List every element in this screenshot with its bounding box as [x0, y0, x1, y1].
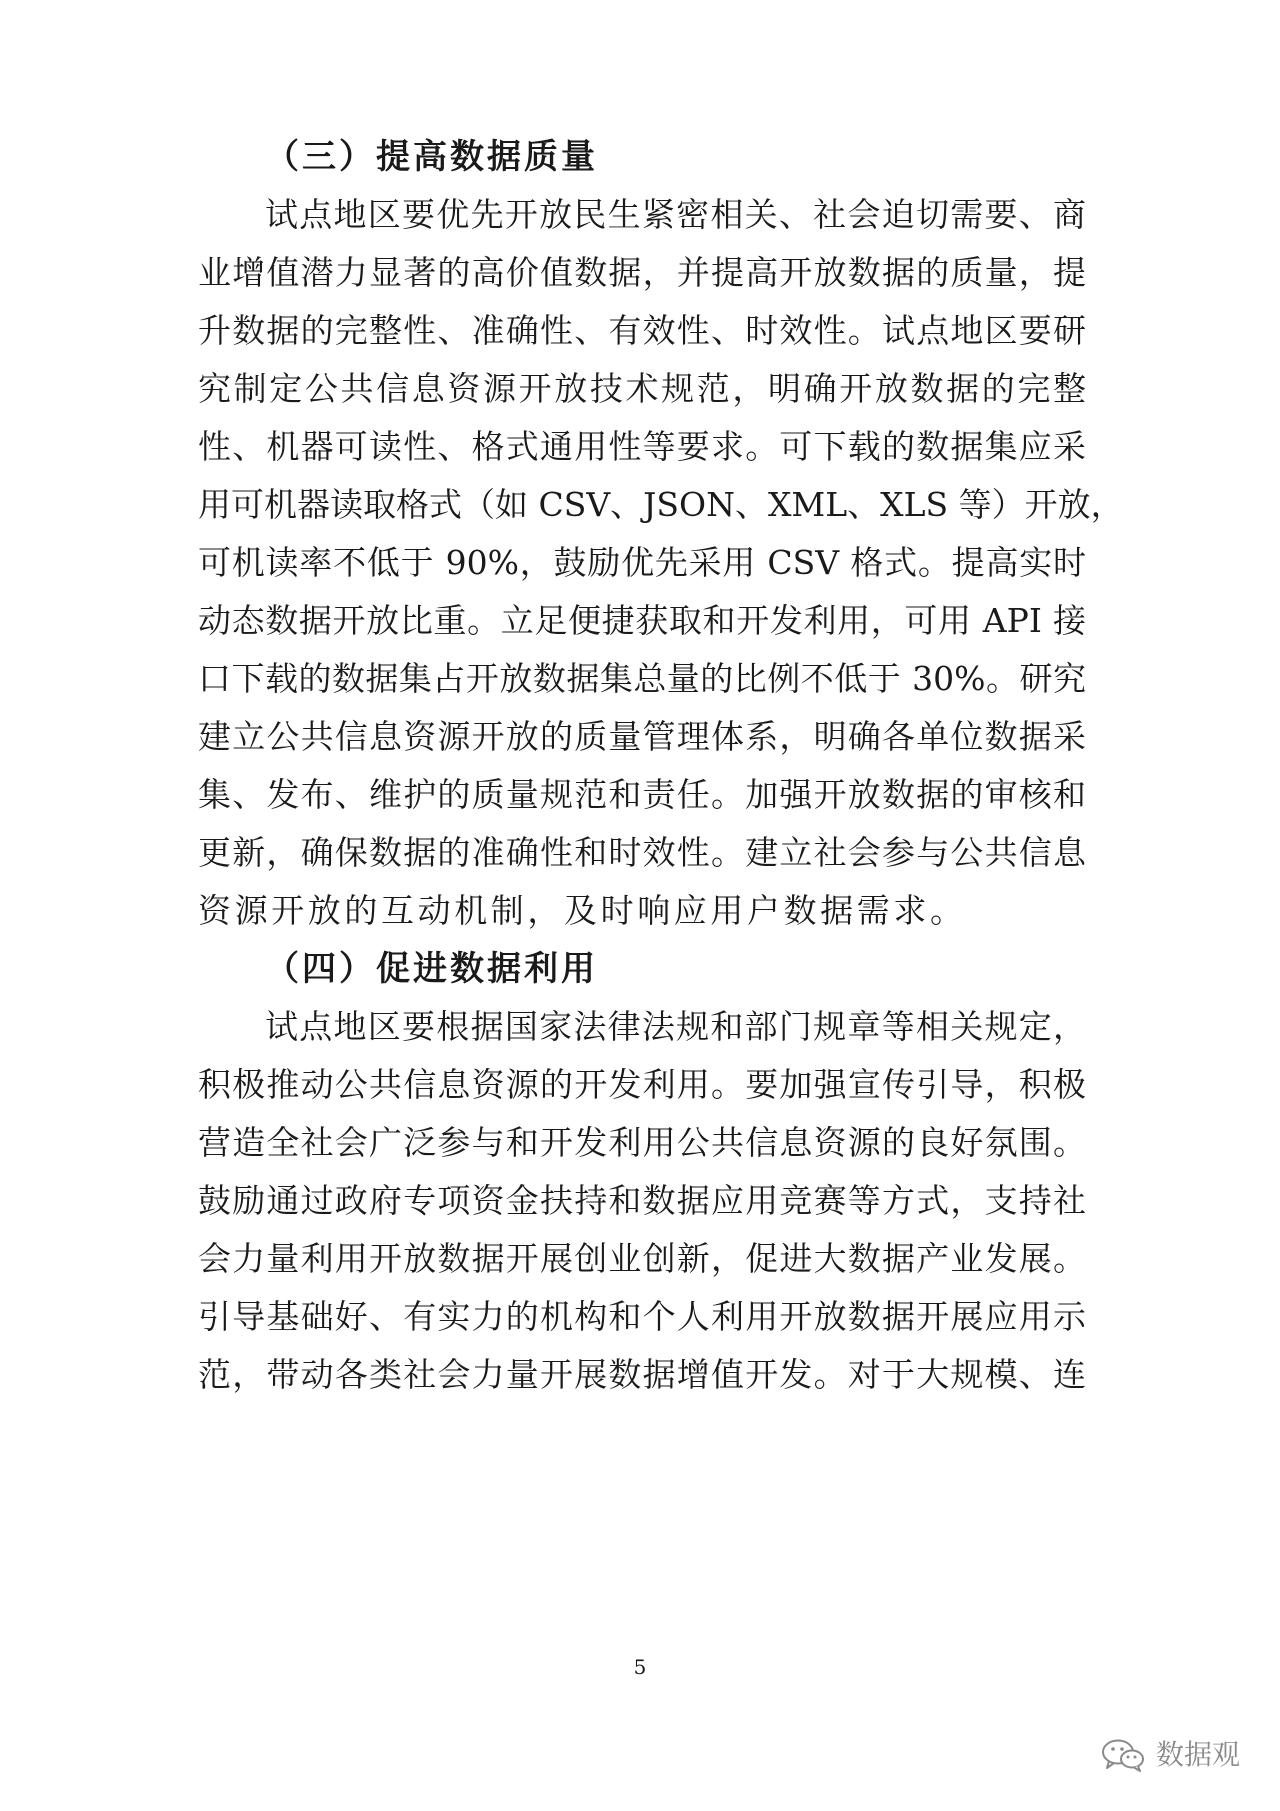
section-3-line-2: 业增值潜力显著的高价值数据，并提高开放数据的质量，提 — [198, 253, 1086, 292]
section-3-line-5: 性、机器可读性、格式通用性等要求。可下载的数据集应采 — [198, 427, 1086, 466]
section-3-heading: （三）提高数据质量 — [265, 137, 598, 177]
section-3-line-3: 升数据的完整性、准确性、有效性、时效性。试点地区要研 — [198, 311, 1086, 350]
wechat-icon — [1100, 1738, 1146, 1772]
section-3-line-1: 试点地区要优先开放民生紧密相关、社会迫切需要、商 — [265, 195, 1086, 234]
section-3-line-12: 更新，确保数据的准确性和时效性。建立社会参与公共信息 — [198, 833, 1086, 872]
section-4-line-5: 会力量利用开放数据开展创业创新，促进大数据产业发展。 — [198, 1239, 1086, 1278]
section-3-line-4: 究制定公共信息资源开放技术规范，明确开放数据的完整 — [198, 369, 1086, 408]
section-4-line-4: 鼓励通过政府专项资金扶持和数据应用竞赛等方式，支持社 — [198, 1181, 1086, 1220]
watermark — [1100, 1738, 1240, 1772]
section-4-line-2: 积极推动公共信息资源的开发利用。要加强宣传引导，积极 — [198, 1065, 1086, 1104]
section-3-line-10: 建立公共信息资源开放的质量管理体系，明确各单位数据采 — [198, 717, 1086, 756]
section-4-line-7: 范，带动各类社会力量开展数据增值开发。对于大规模、连 — [198, 1355, 1086, 1394]
section-4-line-1: 试点地区要根据国家法律法规和部门规章等相关规定， — [265, 1007, 1086, 1046]
section-3-line-7: 可机读率不低于 90%，鼓励优先采用 CSV 格式。提高实时 — [198, 543, 1086, 582]
section-3-line-9: 口下载的数据集占开放数据集总量的比例不低于 30%。研究 — [198, 659, 1086, 698]
section-4-heading: （四）促进数据利用 — [265, 949, 598, 989]
section-3-line-13: 资源开放的互动机制，及时响应用户数据需求。 — [198, 891, 967, 930]
section-3-line-8: 动态数据开放比重。立足便捷获取和开发利用，可用 API 接 — [198, 601, 1086, 640]
page-number: 5 — [633, 1655, 647, 1679]
section-4-line-6: 引导基础好、有实力的机构和个人利用开放数据开展应用示 — [198, 1297, 1086, 1336]
section-3-line-11: 集、发布、维护的质量规范和责任。加强开放数据的审核和 — [198, 775, 1086, 814]
section-4-line-3: 营造全社会广泛参与和开发利用公共信息资源的良好氛围。 — [198, 1123, 1086, 1162]
watermark-text: 数据观 — [1156, 1738, 1241, 1771]
section-3-line-6: 用可机器读取格式（如 CSV、JSON、XML、XLS 等）开放， — [198, 485, 1124, 524]
